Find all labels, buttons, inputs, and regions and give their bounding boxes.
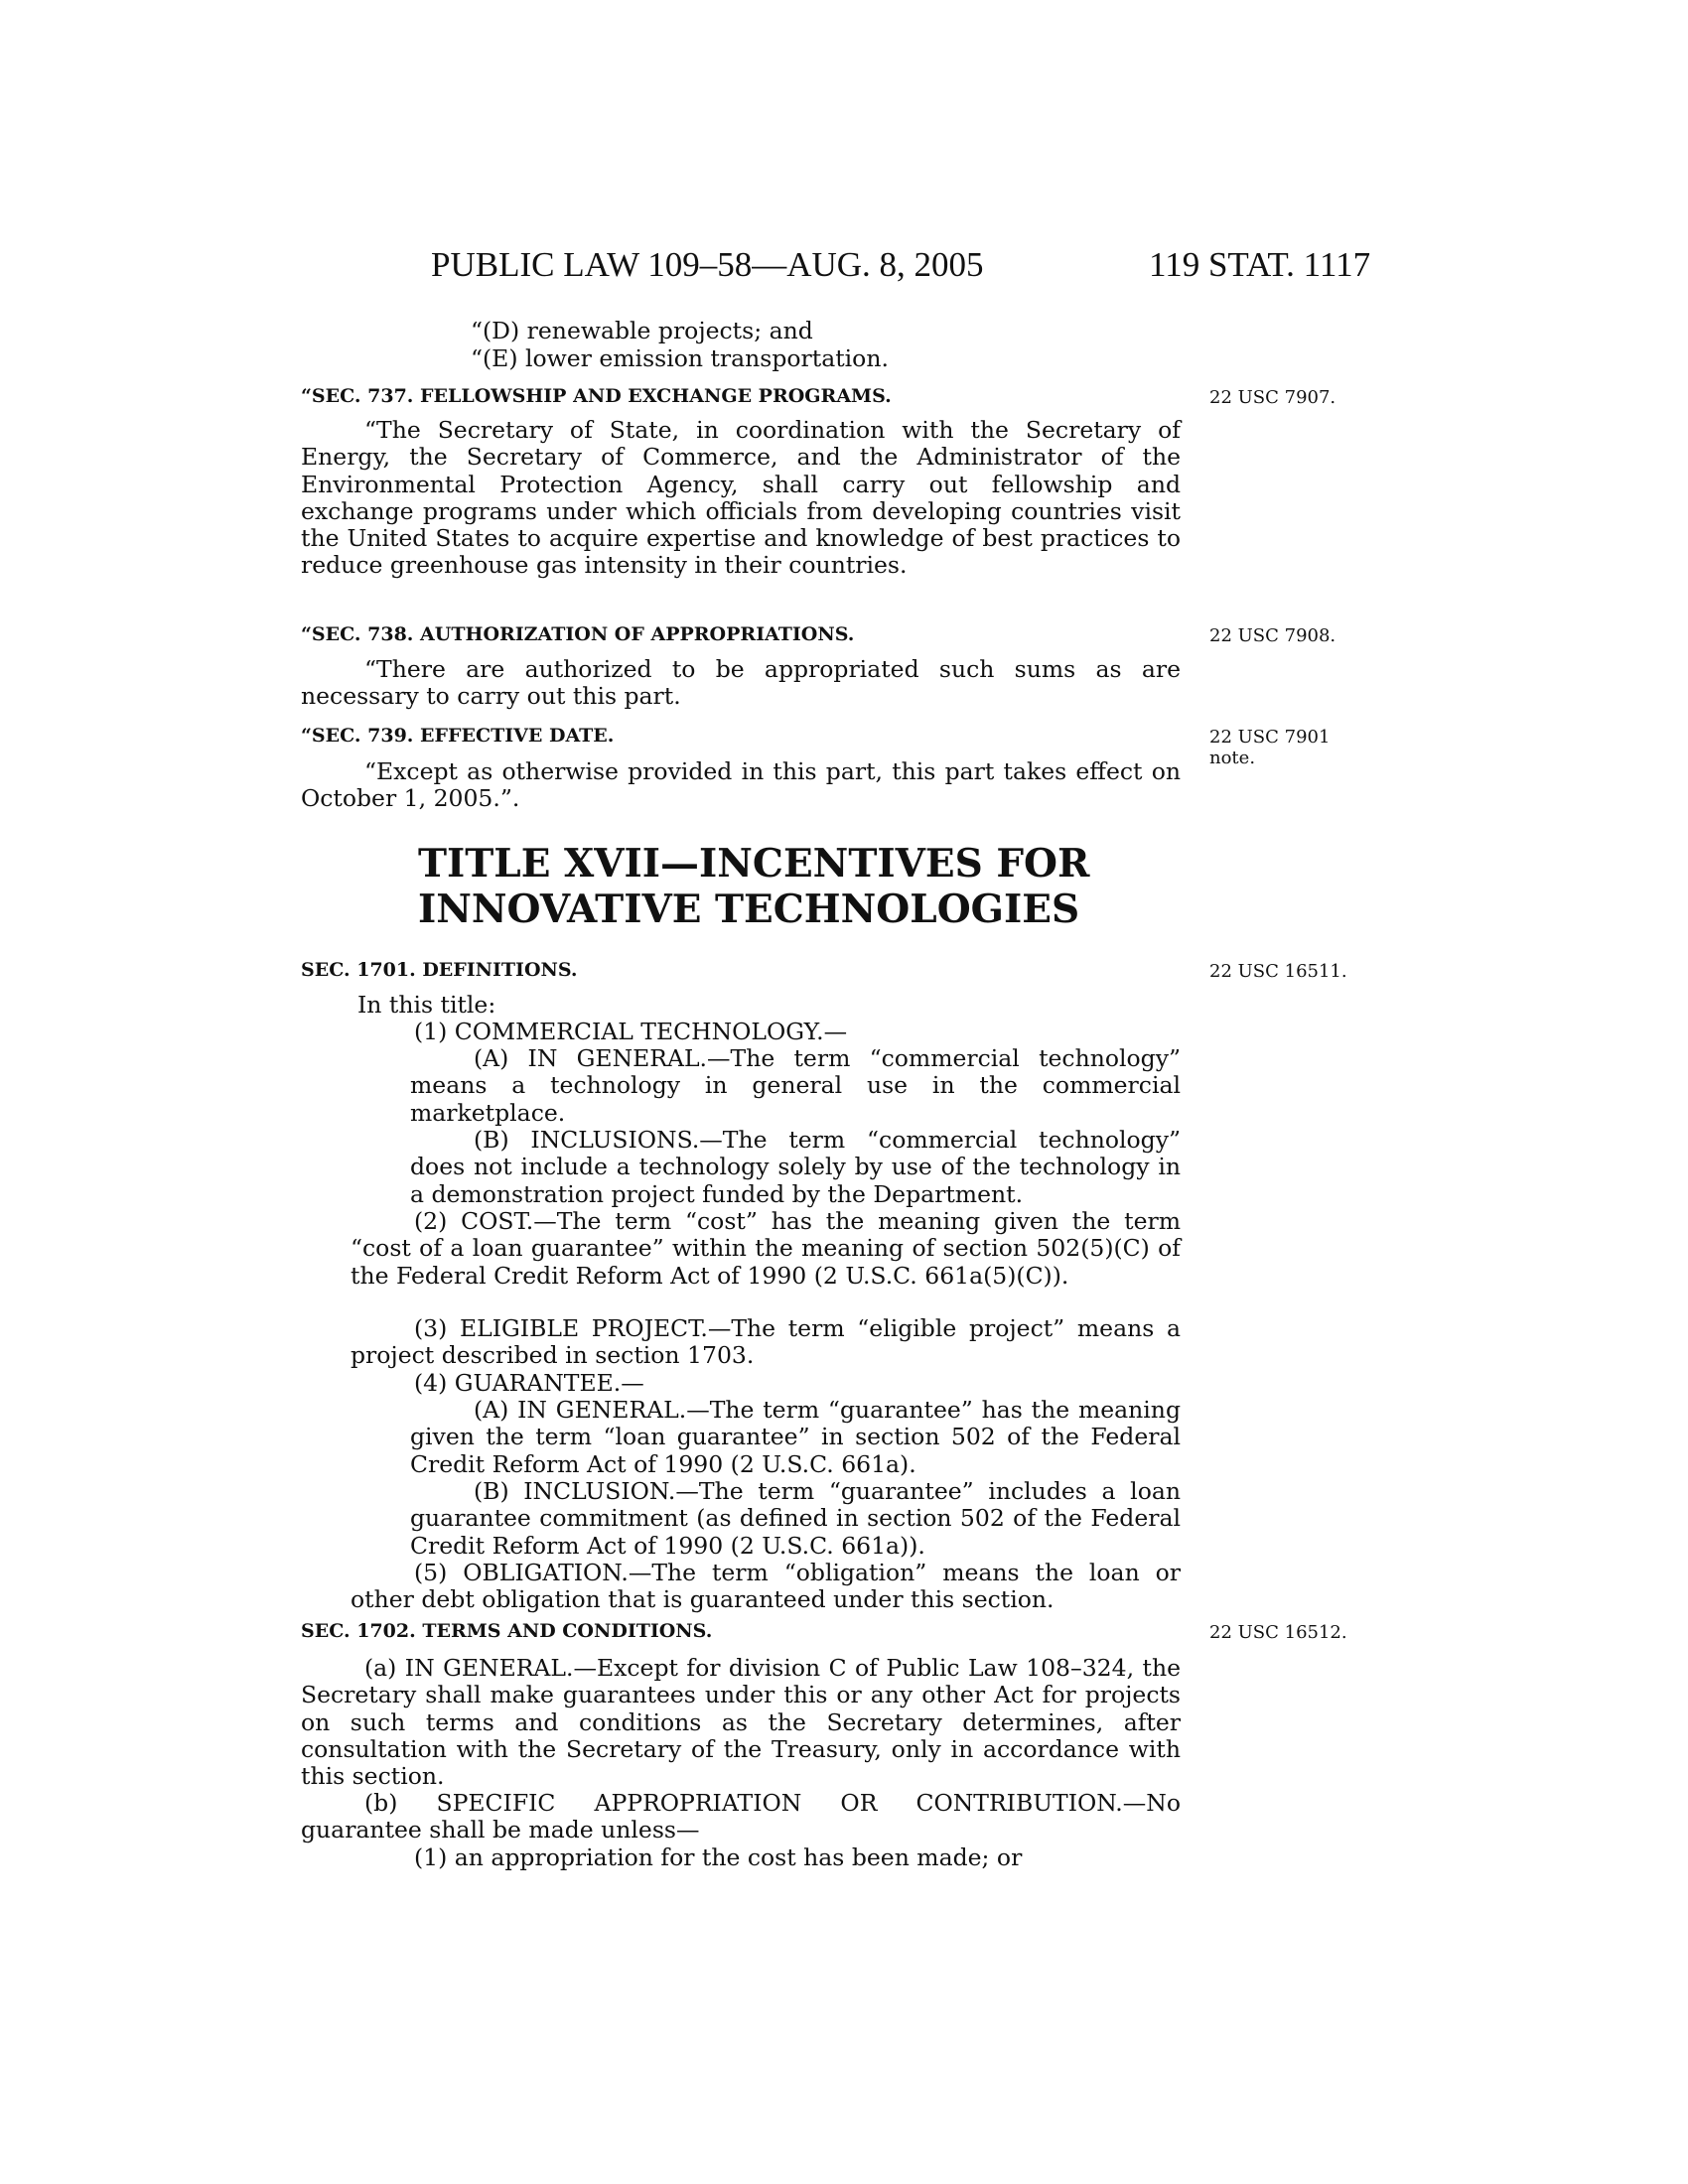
section-737-heading: “SEC. 737. FELLOWSHIP AND EXCHANGE PROGRAMS. (301, 385, 892, 407)
section-1702-b-item-1: (1) an appropriation for the cost has been made; or (414, 1843, 1023, 1871)
definition-4a: (A) IN GENERAL.—The term “guarantee” has the meaning given the term “loan guarantee” in section 502 of the Federal Credit Reform Act of 1990 (2 U.S.C. 661a). (410, 1396, 1181, 1478)
section-737-body: “The Secretary of State, in coordination with the Secretary of Energy, the Secretary of Commerce, and the Administrator of the Environmental Protection Agency, shall carry out fellowship and exchange programs under which officials from developing countries visit the United States to acquire expertise and knowledge of best practices to reduce greenhouse gas intensity in their countries. (301, 416, 1181, 580)
section-1701-intro: In this title: (357, 991, 496, 1019)
section-1701-heading: SEC. 1701. DEFINITIONS. (301, 959, 578, 981)
definition-5: (5) OBLIGATION.—The term “obligation” means the loan or other debt obligation that is guaranteed under this section. (351, 1559, 1181, 1614)
title-heading-line-2: INNOVATIVE TECHNOLOGIES (418, 887, 1080, 932)
running-header-right: 119 STAT. 1117 (1149, 245, 1371, 284)
section-1702-subsection-b: (b) SPECIFIC APPROPRIATION OR CONTRIBUTION.—No guarantee shall be made unless— (301, 1789, 1181, 1844)
title-heading-line-1: TITLE XVII—INCENTIVES FOR (418, 841, 1090, 887)
definition-1a: (A) IN GENERAL.—The term “commercial technology” means a technology in general use in the commercial marketplace. (410, 1044, 1181, 1127)
section-1702-heading: SEC. 1702. TERMS AND CONDITIONS. (301, 1620, 713, 1642)
definition-3: (3) ELIGIBLE PROJECT.—The term “eligible project” means a project described in section 1703. (351, 1314, 1181, 1370)
definition-1b: (B) INCLUSIONS.—The term “commercial technology” does not include a technology solely by use of the technology in a demonstration project funded by the Department. (410, 1126, 1181, 1208)
section-739-margin-note-1: 22 USC 7901 (1209, 727, 1331, 748)
section-738-heading: “SEC. 738. AUTHORIZATION OF APPROPRIATIONS. (301, 623, 855, 645)
section-739-margin-note-2: note. (1209, 748, 1256, 768)
definition-4b: (B) INCLUSION.—The term “guarantee” includes a loan guarantee commitment (as defined in section 502 of the Federal Credit Reform Act of 1990 (2 U.S.C. 661a)). (410, 1477, 1181, 1560)
definition-4-label: (4) GUARANTEE.— (414, 1369, 644, 1397)
definition-1-label: (1) COMMERCIAL TECHNOLOGY.— (414, 1018, 848, 1045)
section-739-body: “Except as otherwise provided in this part, this part takes effect on October 1, 2005.”. (301, 757, 1181, 813)
section-739-heading: “SEC. 739. EFFECTIVE DATE. (301, 725, 615, 747)
section-737-margin-note: 22 USC 7907. (1209, 387, 1336, 408)
section-1702-subsection-a: (a) IN GENERAL.—Except for division C of Public Law 108–324, the Secretary shall make guarantees under this or any other Act for projects on such terms and conditions as the Secretary determines, after consultation with the Secretary of the Treasury, only in accordance with this section. (301, 1654, 1181, 1791)
section-1702-margin-note: 22 USC 16512. (1209, 1622, 1347, 1643)
running-header-left: PUBLIC LAW 109–58—AUG. 8, 2005 (431, 245, 984, 284)
definition-2: (2) COST.—The term “cost” has the meaning given the term “cost of a loan guarantee” within the meaning of section 502(5)(C) of the Federal Credit Reform Act of 1990 (2 U.S.C. 661a(5)(C)). (351, 1207, 1181, 1290)
carryover-item-e: “(E) lower emission transportation. (471, 344, 889, 372)
carryover-item-d: “(D) renewable projects; and (471, 317, 813, 344)
section-738-body: “There are authorized to be appropriated such sums as are necessary to carry out this part. (301, 655, 1181, 711)
section-738-margin-note: 22 USC 7908. (1209, 625, 1336, 646)
section-1701-margin-note: 22 USC 16511. (1209, 961, 1347, 982)
